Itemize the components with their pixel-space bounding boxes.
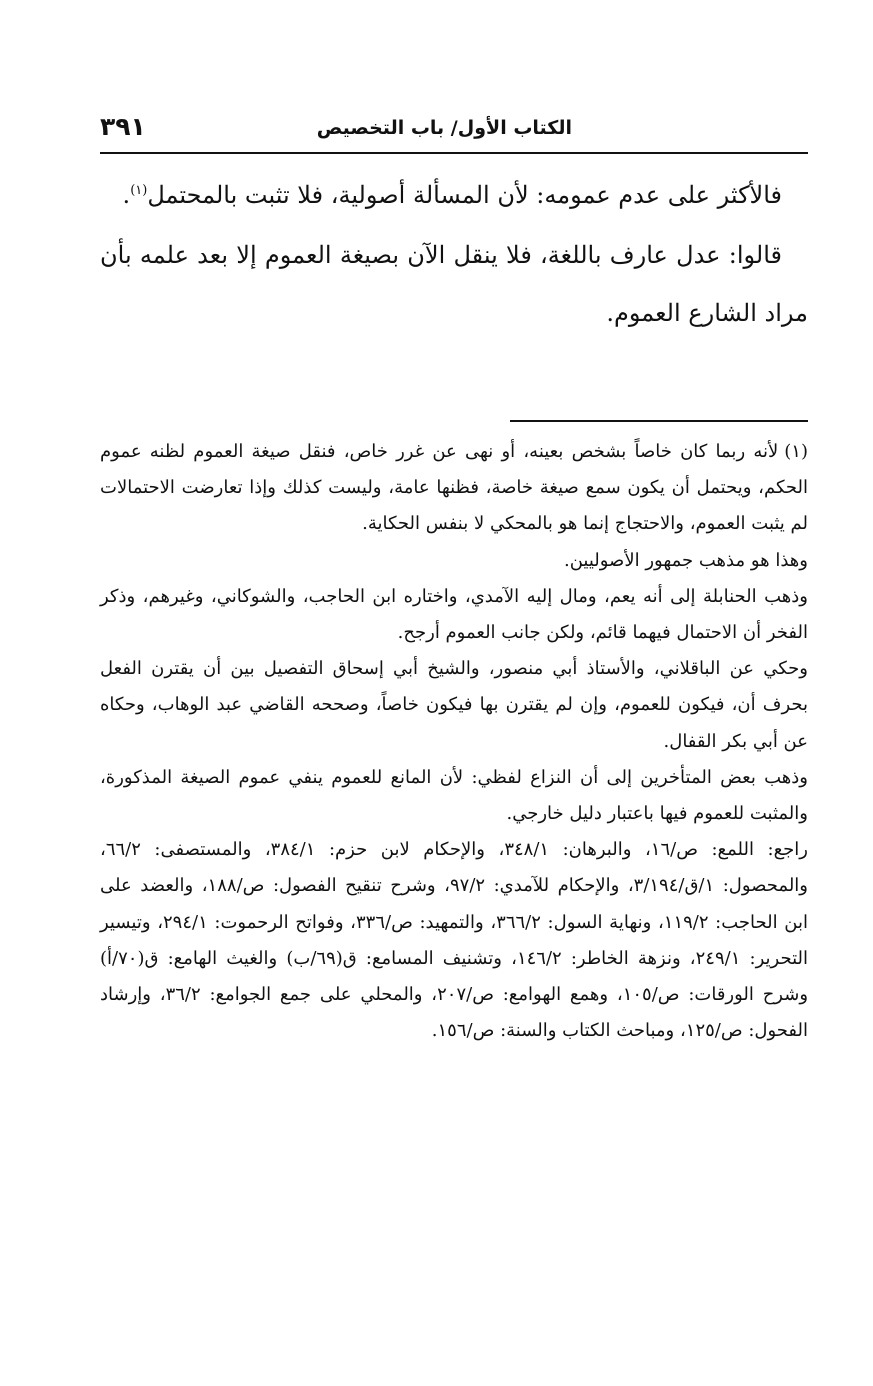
page-number: ٣٩١: [100, 112, 146, 141]
footnote-reference: (١): [130, 183, 148, 198]
footnote-number: (١): [784, 441, 808, 462]
footnote-paragraph: وذهب الحنابلة إلى أنه يعم، ومال إليه الآمدي، واختاره ابن الحاجب، والشوكاني، وغيرهم، وذكر الفخر أن الاحتمال فيهما قائم، ولكن جانب العموم أرجح.: [100, 585, 808, 644]
running-header: [100, 112, 808, 154]
main-text: [100, 166, 808, 342]
footnote-references-list: راجع: اللمع: ص/١٦، والبرهان: ٣٤٨/١، والإحكام لابن حزم: ٣٨٤/١، والمستصفى: ٦٦/٢، والمحصول: ١/ق/٣/١٩٤، والإحكام للآمدي: ٩٧/٢، وشرح تنقيح الفصول: ص/١٨٨، والعضد على ابن الحاجب: ١١٩/٢، ونهاية السول: ٣٦٦/٢، والتمهيد: ص/٣٣٦، وفواتح الرحموت: ٢٩٤/١، وتيسير التحرير: ٢٤٩/١، ونزهة الخاطر: ١٤٦/٢، وتشنيف المسامع: ق(٦٩/ب) والغيث الهامع: ق(٧٠/أ) وشرح الورقات: ص/١٠٥، وهمع الهوامع: ص/٢٠٧، والمحلي على جمع الجوامع: ٣٦/٢، وإرشاد الفحول: ص/١٢٥، ومباحث الكتاب والسنة: ص/١٥٦.: [100, 839, 809, 1042]
footnote-paragraph: [100, 434, 808, 543]
main-paragraph-1: [100, 166, 808, 224]
main-paragraph-1-text: فالأكثر على عدم عمومه: لأن المسألة أصولية، فلا تثبت بالمحتمل: [147, 181, 782, 209]
chapter-title: الكتاب الأول/ باب التخصيص: [316, 117, 572, 139]
book-page: [100, 104, 808, 1344]
main-paragraph-2: قالوا: عدل عارف باللغة، فلا ينقل الآن بصيغة العموم إلا بعد علمه بأن مراد الشارع العموم.: [100, 241, 808, 327]
footnote-paragraph: وذهب بعض المتأخرين إلى أن النزاع لفظي: لأن المانع للعموم ينفي عموم الصيغة المذكورة، والمثبت للعموم فيها باعتبار دليل خارجي.: [100, 766, 808, 825]
main-paragraph-1-end: .: [122, 181, 131, 209]
footnote-separator: [510, 420, 808, 422]
footnotes: [100, 434, 808, 1049]
footnote-text: لأنه ربما كان خاصاً بشخص بعينه، أو نهى عن غرر خاص، فنقل صيغة العموم لظنه عموم الحكم، ويحتمل أن يكون سمع صيغة خاصة، فظنها عامة، وليست كذلك وإذا تعارضت الاحتمالات لم يثبت العموم، والاحتجاج إنما هو بالمحكي لا بنفس الحكاية.: [100, 441, 808, 535]
footnote-paragraph: وهذا هو مذهب جمهور الأصوليين.: [563, 549, 808, 571]
footnote-paragraph: وحكي عن الباقلاني، والأستاذ أبي منصور، والشيخ أبي إسحاق التفصيل بين أن يقترن الفعل بحرف أن، فيكون للعموم، وإن لم يقترن بها فيكون خاصاً، وصححه القاضي عبد الوهاب، وحكاه عن أبي بكر القفال.: [100, 658, 808, 752]
